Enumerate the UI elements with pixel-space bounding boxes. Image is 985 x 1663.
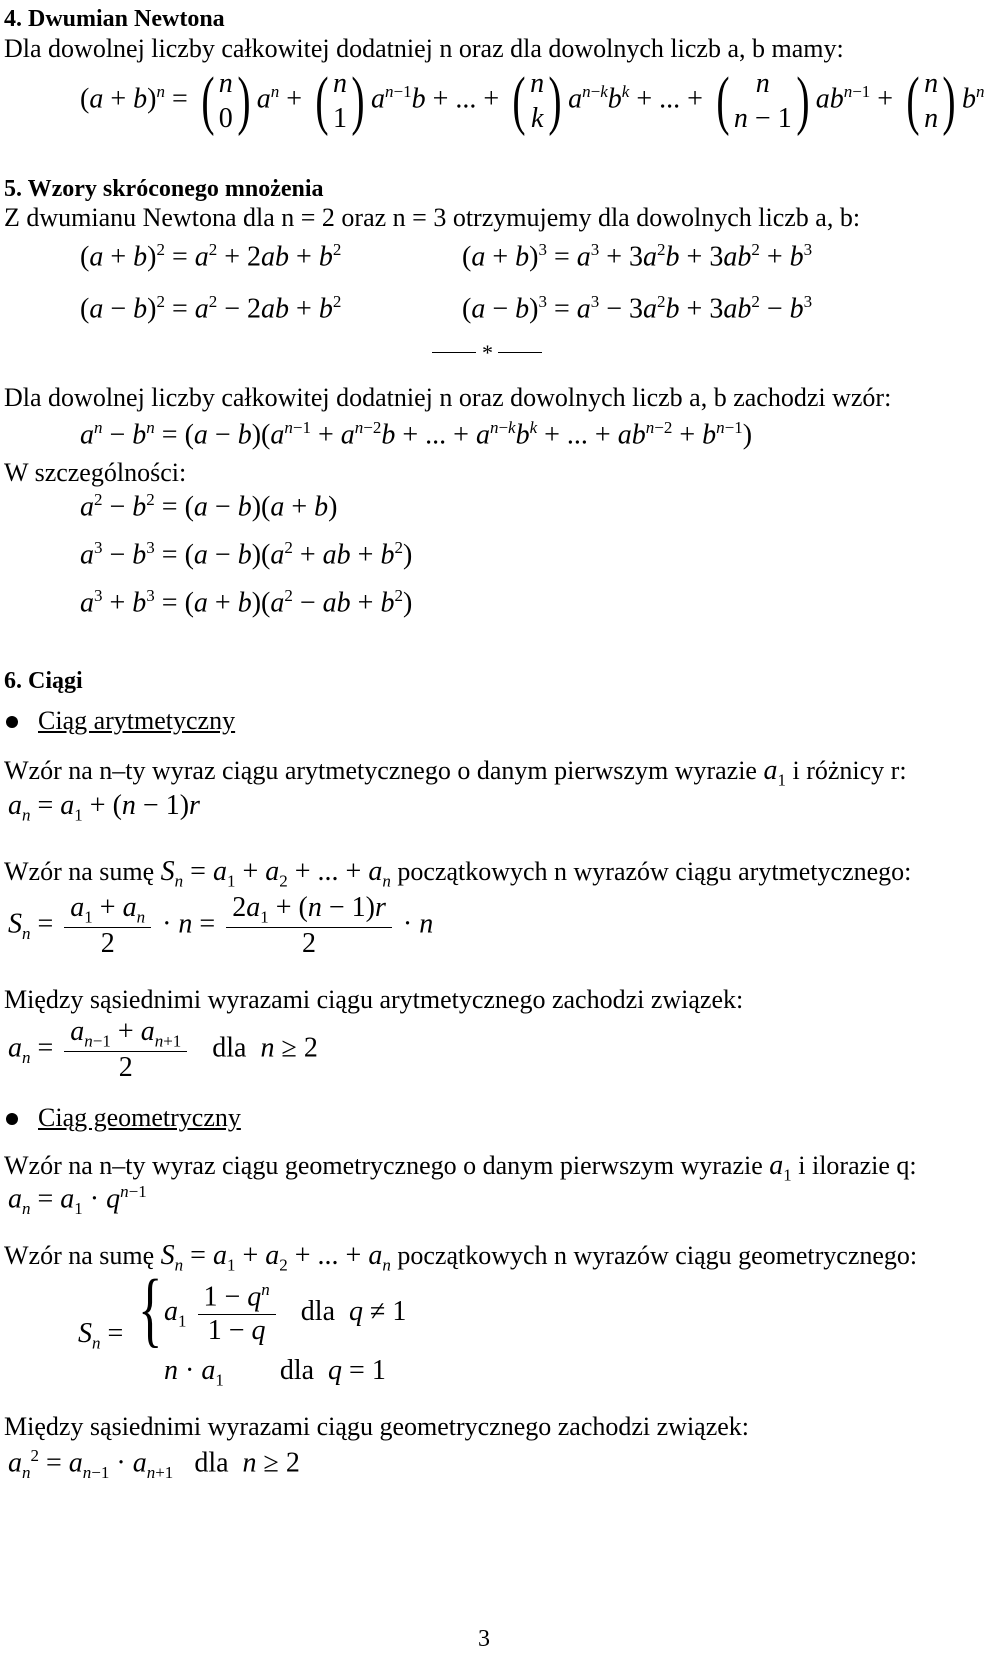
geometric-sum-case-1: $a_1$ $\frac{1 - q^n}{1 - q}$ dla q ≠ 1 [164,1280,407,1346]
newton-binomial-formula: $(a + b)^n$ = ( n 0 ) $a^n$ + ( n 1 ) $a^{n-1}b$ + ... + ( n k ) $a^{n-k}b^k$ + ... + ( n n − 1 ) $ab^{n-1}$ + ( n n ) $b^n$ [80,64,985,137]
formula-power-difference: $a^n - b^n = (a - b)(a^{n-1} + a^{n-2}b$ + ... + $a^{n-k}b^k$ + ... + $ab^{n-2} + b^{n-1}$) [80,418,753,451]
separator-line-right [498,352,542,353]
arithmetic-relation-text: Między sąsiednimi wyrazami ciągu arytmetycznego zachodzi związek: [4,985,744,1014]
section-4-intro: Dla dowolnej liczby całkowitej dodatniej n oraz dla dowolnych liczb a, b mamy: [4,34,844,63]
geometric-nth-formula: $a_n = a_1 \cdot q^{n-1}$ [8,1182,147,1218]
separator-line-left [432,352,476,353]
arithmetic-title: Ciąg arytmetyczny [38,706,236,735]
geometric-sum-case-2: $n \cdot a_1$ dla q = 1 [164,1355,386,1390]
arithmetic-relation-formula: $a_n$ = $\frac{a_{n-1} + a_{n+1}}{2}$ dla n ≥ 2 [8,1016,318,1084]
arithmetic-nth-text: Wzór na n–ty wyraz ciągu arytmetycznego o danym pierwszym wyrazie $a_1$ i różnicy r: [4,755,907,790]
arithmetic-sum-formula: $S_n$ = $\frac{a_1 + a_n}{2}$ · n = $\frac{2a_1 + (n - 1)r}{2}$ · n [8,892,434,960]
section-5-intro: Z dwumianu Newtona dla n = 2 oraz n = 3 otrzymujemy dla dowolnych liczb a, b: [4,203,861,232]
section-5-heading: 5. Wzory skróconego mnożenia [4,176,324,202]
left-brace: { [138,1263,163,1356]
geometric-title: Ciąg geometryczny [38,1103,241,1132]
geometric-sum-text: Wzór na sumę $S_n = a_1 + a_2$ + ... + $a_n$ początkowych n wyrazów ciągu geometrycznego: [4,1240,918,1275]
arithmetic-sum-text: Wzór na sumę $S_n = a_1 + a_2$ + ... + $a_n$ początkowych n wyrazów ciągu arytmetycznego: [4,856,912,891]
page-number: 3 [478,1626,490,1652]
geometric-sum-lhs: $S_n$ = [78,1318,124,1353]
geometric-relation-text: Między sąsiednimi wyrazami ciągu geometrycznego zachodzi związek: [4,1412,750,1441]
formula-square-diff: $(a - b)^2 = a^2 - 2ab + b^2$ [80,292,342,325]
bullet-icon [6,716,18,728]
section-6-heading: 6. Ciągi [4,668,83,694]
separator-star: * [482,340,493,365]
geometric-relation-formula: $a_n^2 = a_{n-1} \cdot a_{n+1}$ dla n ≥ 2 [8,1446,300,1482]
special-cases-label: W szczególności: [4,458,187,487]
formula-cube-sum: $(a + b)^3 = a^3 + 3a^2b + 3ab^2 + b^3$ [462,240,813,273]
formula-square-sum: $(a + b)^2 = a^2 + 2ab + b^2$ [80,240,342,273]
formula-cube-diff: $(a - b)^3 = a^3 - 3a^2b + 3ab^2 - b^3$ [462,292,813,325]
section-4-heading: 4. Dwumian Newtona [4,6,225,32]
general-formula-intro: Dla dowolnej liczby całkowitej dodatniej n oraz dowolnych liczb a, b zachodzi wzór: [4,383,892,412]
geometric-nth-text: Wzór na n–ty wyraz ciągu geometrycznego o danym pierwszym wyrazie $a_1$ i ilorazie q: [4,1150,917,1185]
arithmetic-nth-formula: $a_n = a_1 + (n - 1)r$ [8,790,200,825]
formula-diff-squares: $a^2 - b^2 = (a - b)(a + b)$ [80,490,338,523]
bullet-icon [6,1113,18,1125]
formula-sum-cubes: $a^3 + b^3 = (a + b)(a^2$ − ab + $b^2$) [80,586,413,619]
formula-diff-cubes: $a^3 - b^3 = (a - b)(a^2$ + ab + $b^2$) [80,538,413,571]
